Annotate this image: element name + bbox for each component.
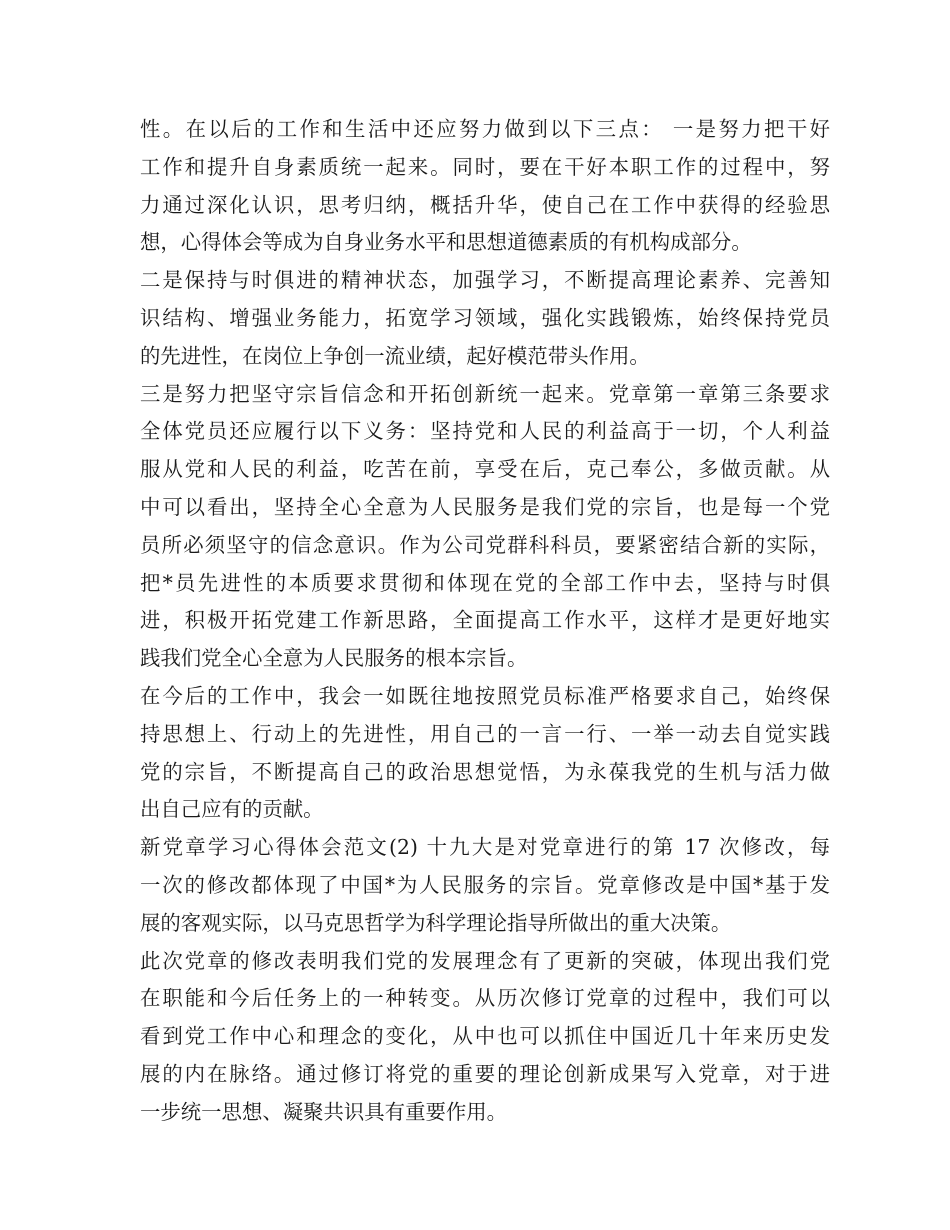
text-line: 一次的修改都体现了中国*为人民服务的宗旨。党章修改是中国*基于发	[140, 872, 830, 897]
text-line: 看到党工作中心和理念的变化，从中也可以抓住中国近几十年来历史发	[140, 1024, 830, 1049]
text-line: 想，心得体会等成为自身业务水平和思想道德素质的有机构成部分。	[140, 230, 752, 255]
text-line: 新党章学习心得体会范文(2) 十九大是对党章进行的第 17 次修改，每	[140, 835, 830, 860]
text-line: 识结构、增强业务能力，拓宽学习领域，强化实践锻炼，始终保持党员	[140, 305, 830, 330]
text-line: 全体党员还应履行以下义务：坚持党和人民的利益高于一切，个人利益	[140, 419, 830, 444]
text-line: 力通过深化认识，思考归纳，概括升华，使自己在工作中获得的经验思	[140, 192, 830, 217]
text-line: 展的客观实际，以马克思哲学为科学理论指导所做出的重大决策。	[140, 910, 732, 935]
text-line: 三是努力把坚守宗旨信念和开拓创新统一起来。党章第一章第三条要求	[140, 381, 830, 406]
text-line: 党的宗旨，不断提高自己的政治思想觉悟，为永葆我党的生机与活力做	[140, 759, 830, 784]
text-line: 践我们党全心全意为人民服务的根本宗旨。	[140, 646, 528, 671]
text-line: 出自己应有的贡献。	[140, 797, 324, 822]
text-line: 持思想上、行动上的先进性，用自己的一言一行、一举一动去自觉实践	[140, 721, 830, 746]
text-line: 在今后的工作中，我会一如既往地按照党员标准严格要求自己，始终保	[140, 683, 830, 708]
text-line: 二是保持与时俱进的精神状态，加强学习，不断提高理论素养、完善知	[140, 268, 830, 293]
text-line: 在职能和今后任务上的一种转变。从历次修订党章的过程中，我们可以	[140, 986, 830, 1011]
text-line: 员所必须坚守的信念意识。作为公司党群科科员，要紧密结合新的实际，	[140, 532, 830, 557]
document-body	[140, 111, 830, 1132]
text-line: 把*员先进性的本质要求贯彻和体现在党的全部工作中去，坚持与时俱	[140, 570, 830, 595]
text-line: 工作和提升自身素质统一起来。同时，要在干好本职工作的过程中，努	[140, 154, 830, 179]
text-line: 此次党章的修改表明我们党的发展理念有了更新的突破，体现出我们党	[140, 948, 830, 973]
text-line: 中可以看出，坚持全心全意为人民服务是我们党的宗旨，也是每一个党	[140, 494, 830, 519]
text-line: 展的内在脉络。通过修订将党的重要的理论创新成果写入党章，对于进	[140, 1061, 830, 1086]
text-line: 服从党和人民的利益，吃苦在前，享受在后，克己奉公，多做贡献。从	[140, 457, 830, 482]
text-line: 性。在以后的工作和生活中还应努力做到以下三点： 一是努力把干好	[140, 117, 830, 141]
text-line: 进，积极开拓党建工作新思路，全面提高工作水平，这样才是更好地实	[140, 608, 830, 633]
text-line: 一步统一思想、凝聚共识具有重要作用。	[140, 1099, 508, 1124]
text-line: 的先进性，在岗位上争创一流业绩，起好模范带头作用。	[140, 343, 650, 368]
